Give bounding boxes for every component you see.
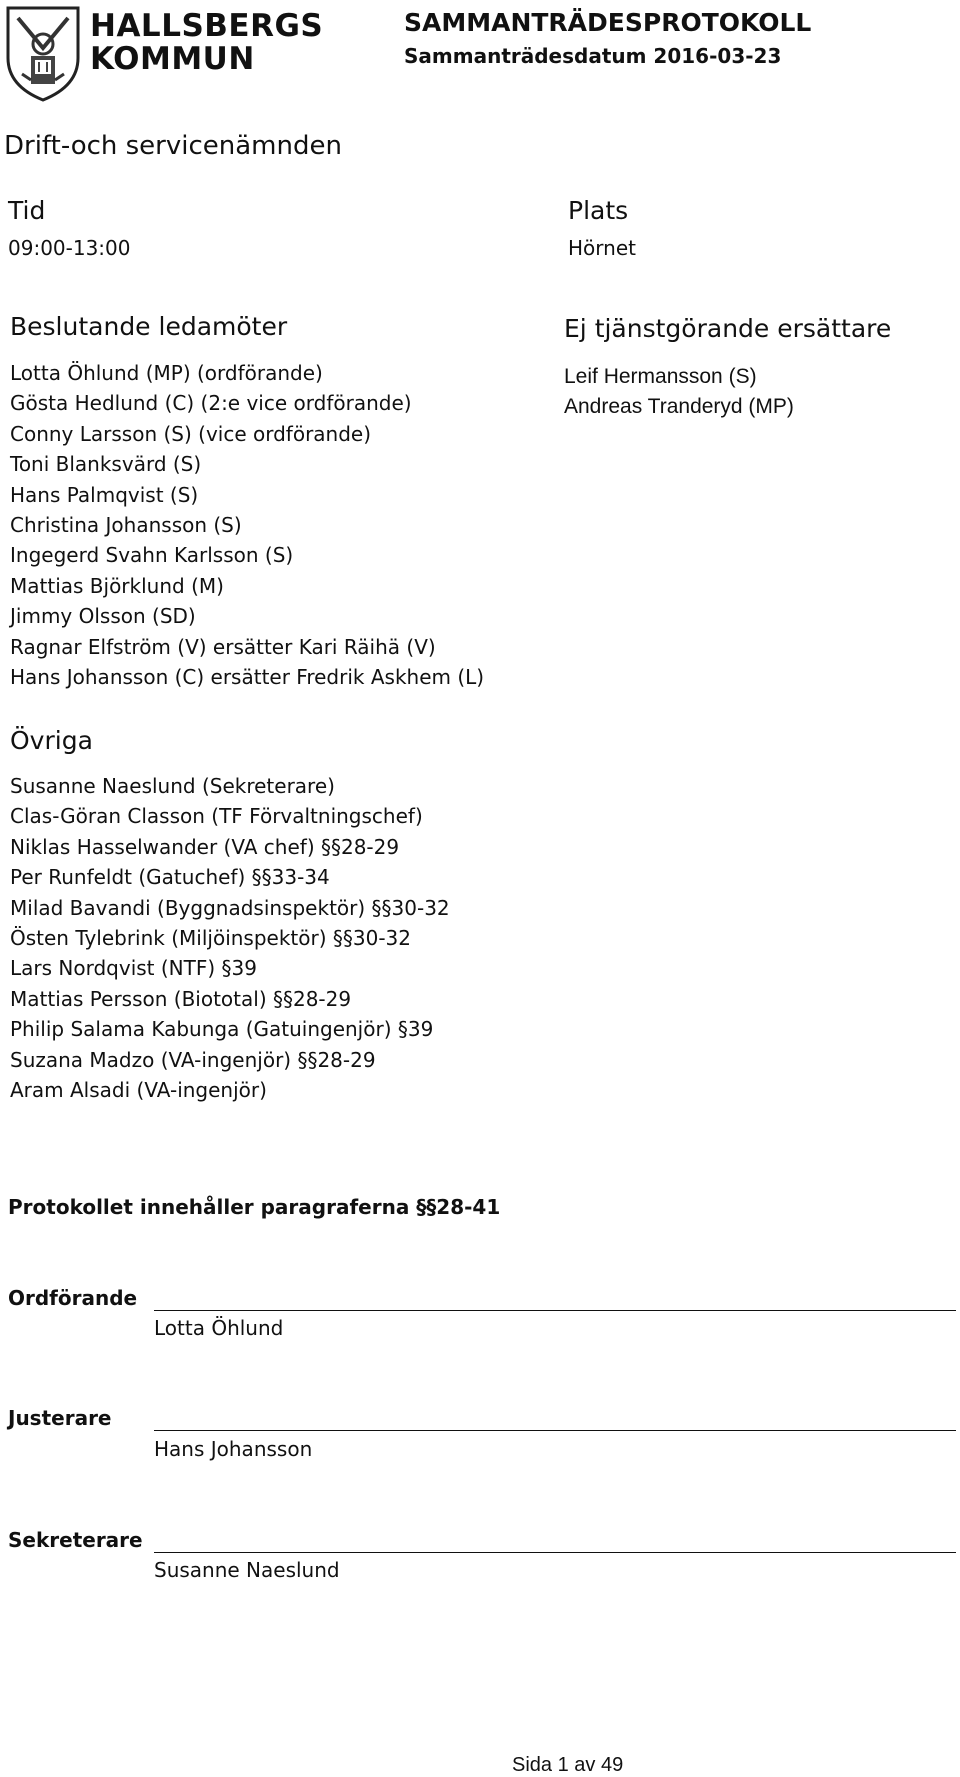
- place-label: Plats: [568, 196, 629, 225]
- substitute-item: Andreas Tranderyd (MP): [564, 395, 794, 418]
- members-list: [10, 358, 484, 692]
- other-item: Mattias Persson (Biototal) §§28-29: [10, 986, 352, 1011]
- member-item: Hans Palmqvist (S): [10, 482, 199, 507]
- member-item: Conny Larsson (S) (vice ordförande): [10, 421, 372, 446]
- member-item: Mattias Björklund (M): [10, 573, 224, 598]
- org-name-line1: HALLSBERGS: [90, 8, 324, 44]
- signature-name-adjuster: Hans Johansson: [154, 1437, 313, 1461]
- member-item: Ingegerd Svahn Karlsson (S): [10, 543, 294, 568]
- member-item: Ragnar Elfström (V) ersätter Kari Räihä (V): [10, 634, 436, 659]
- other-item: Aram Alsadi (VA-ingenjör): [10, 1078, 267, 1103]
- member-item: Toni Blanksvärd (S): [10, 452, 202, 477]
- other-item: Milad Bavandi (Byggnadsinspektör) §§30-32: [10, 895, 450, 920]
- others-heading: Övriga: [10, 726, 93, 755]
- member-item: Gösta Hedlund (C) (2:e vice ordförande): [10, 391, 412, 416]
- signature-line-chair: [154, 1310, 956, 1311]
- document-type: SAMMANTRÄDESPROTOKOLL: [404, 8, 812, 37]
- paragraphs-note: Protokollet innehåller paragraferna §§28-41: [8, 1195, 501, 1219]
- signature-role-secretary: Sekreterare: [8, 1528, 143, 1552]
- signature-role-adjuster: Justerare: [8, 1406, 112, 1430]
- org-name: [90, 10, 323, 76]
- org-name-line2: KOMMUN: [90, 41, 255, 77]
- other-item: Clas-Göran Classon (TF Förvaltningschef): [10, 804, 423, 829]
- substitute-item: Leif Hermansson (S): [564, 365, 757, 388]
- time-label: Tid: [8, 196, 46, 225]
- substitutes-heading: Ej tjänstgörande ersättare: [564, 314, 892, 343]
- substitutes-list: [564, 362, 794, 422]
- place-value: Hörnet: [568, 236, 636, 260]
- other-item: Philip Salama Kabunga (Gatuingenjör) §39: [10, 1017, 434, 1042]
- signature-name-chair: Lotta Öhlund: [154, 1316, 284, 1340]
- signature-name-secretary: Susanne Naeslund: [154, 1558, 340, 1582]
- signature-line-secretary: [154, 1552, 956, 1553]
- member-item: Jimmy Olsson (SD): [10, 604, 196, 629]
- other-item: Per Runfeldt (Gatuchef) §§33-34: [10, 865, 330, 890]
- others-list: [10, 771, 450, 1105]
- member-item: Lotta Öhlund (MP) (ordförande): [10, 361, 323, 385]
- members-heading: Beslutande ledamöter: [10, 312, 288, 341]
- signature-line-adjuster: [154, 1430, 956, 1431]
- page-number: Sida 1 av 49: [512, 1754, 624, 1776]
- other-item: Östen Tylebrink (Miljöinspektör) §§30-32: [10, 926, 412, 951]
- time-value: 09:00-13:00: [8, 236, 131, 260]
- member-item: Hans Johansson (C) ersätter Fredrik Askhem (L): [10, 665, 485, 690]
- meeting-date: Sammanträdesdatum 2016-03-23: [404, 44, 782, 68]
- committee-title: Drift-och servicenämnden: [4, 131, 342, 161]
- other-item: Lars Nordqvist (NTF) §39: [10, 956, 257, 981]
- municipal-coat-of-arms-logo: [4, 4, 82, 102]
- other-item: Suzana Madzo (VA-ingenjör) §§28-29: [10, 1047, 376, 1072]
- other-item: Susanne Naeslund (Sekreterare): [10, 774, 335, 798]
- signature-role-chair: Ordförande: [8, 1286, 138, 1310]
- member-item: Christina Johansson (S): [10, 513, 242, 538]
- other-item: Niklas Hasselwander (VA chef) §§28-29: [10, 834, 400, 859]
